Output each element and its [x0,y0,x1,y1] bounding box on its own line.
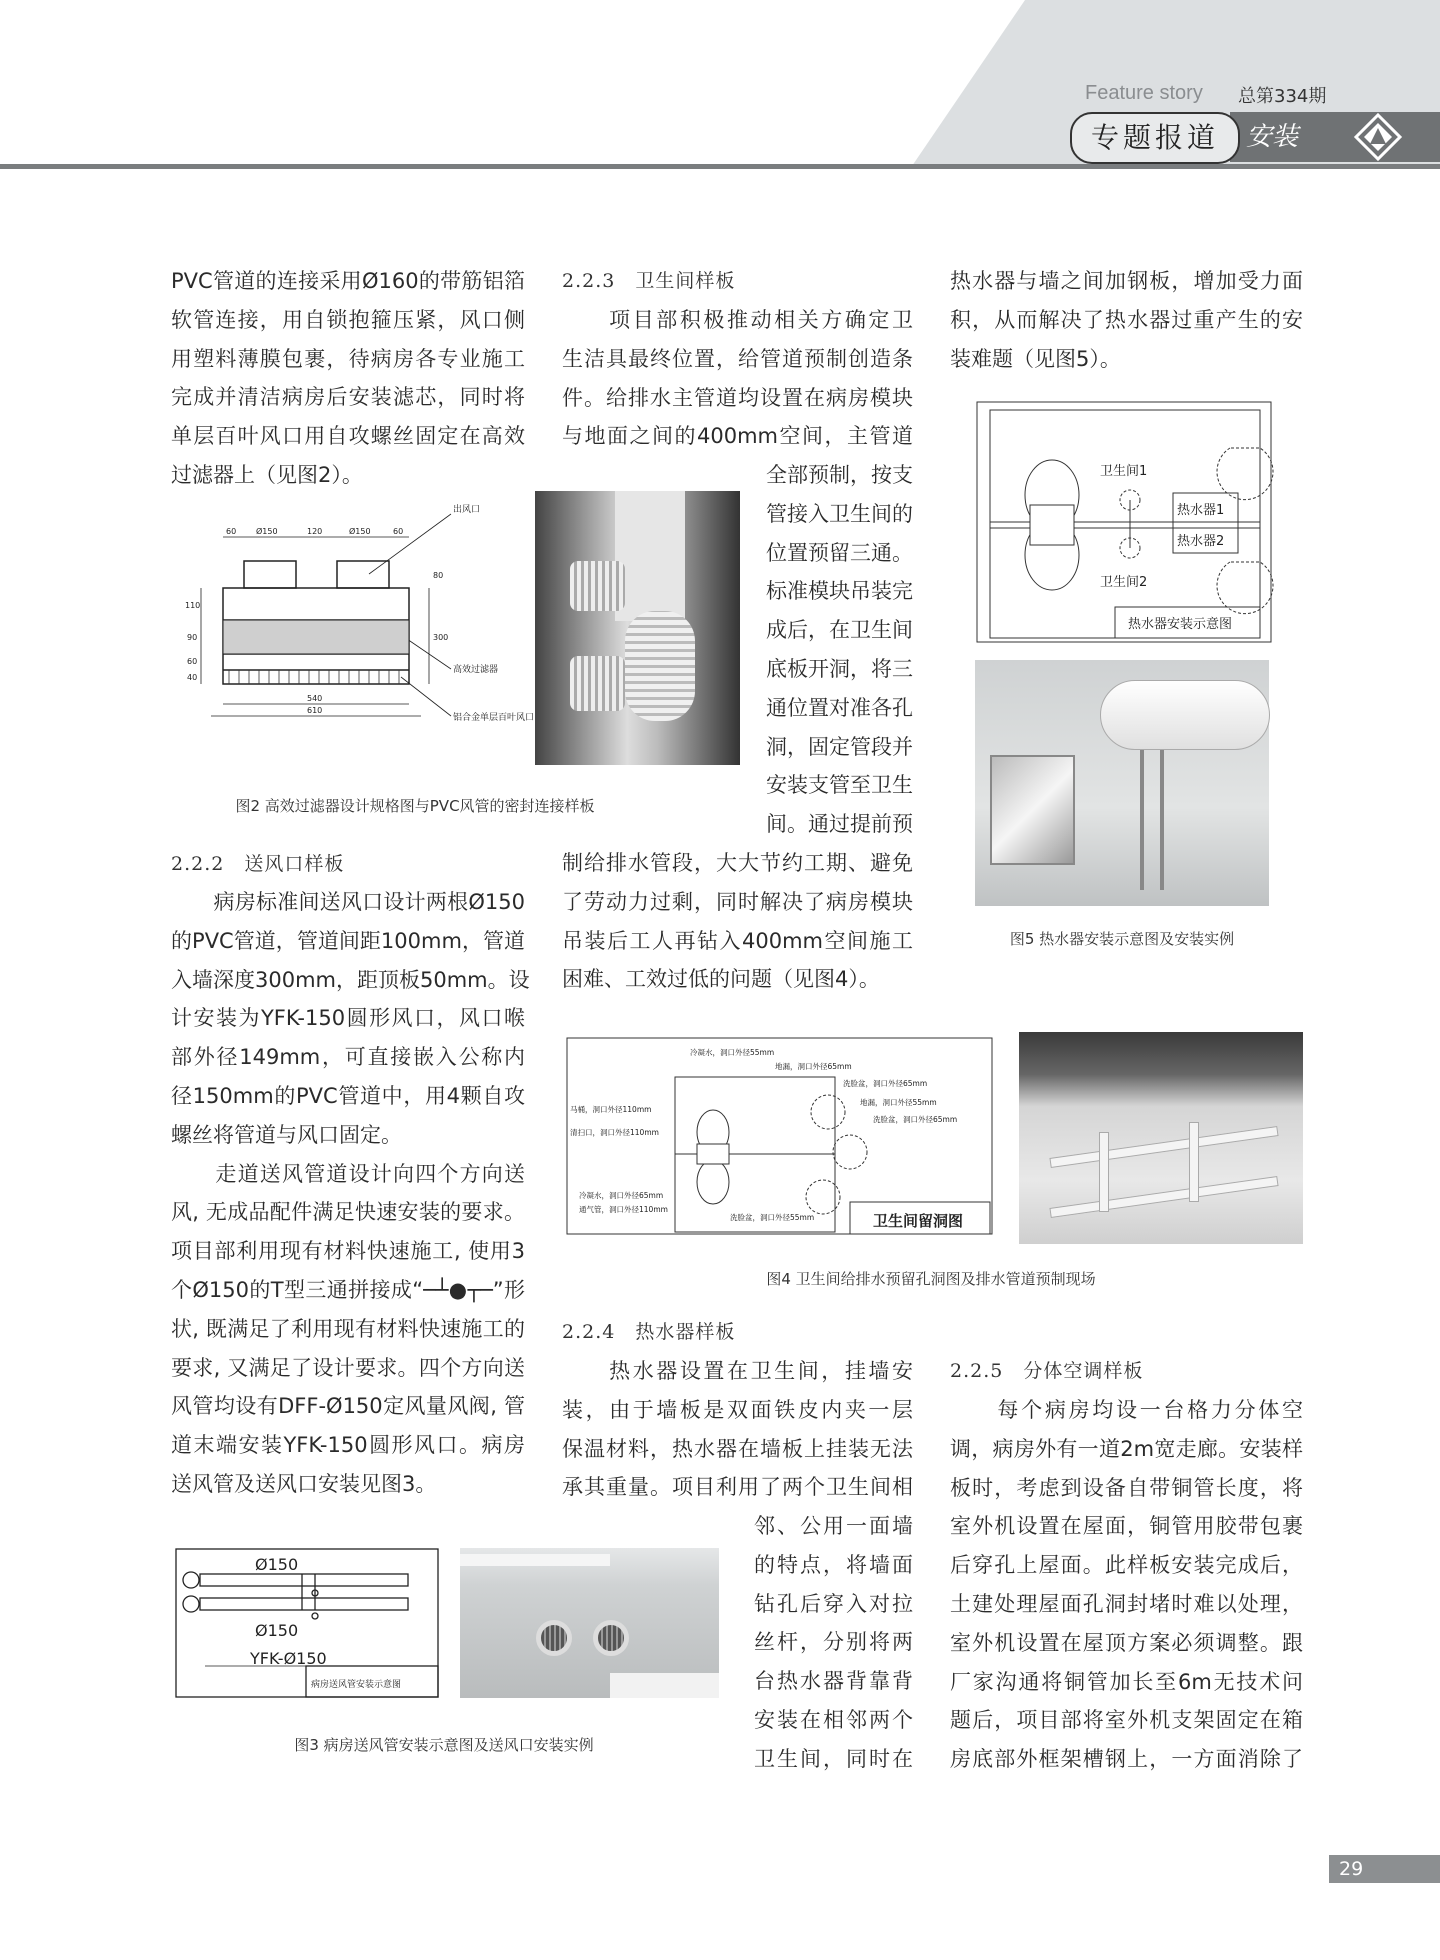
text-line: 丝杆，分别将两 [754,1630,913,1655]
text-line: 计安装为YFK-150圆形风口，风口喉 [171,1006,525,1031]
text-line: PVC管道的连接采用Ø160的带筋铝箔 [171,269,525,293]
column-3-para-1 [950,262,1303,378]
heading-2-2-4: 2.2.4 热水器样板 [562,1321,736,1343]
label-heater-title: 热水器安装示意图 [1128,617,1233,632]
label-heater2: 热水器2 [1177,534,1225,549]
fig4-diagram-title: 卫生间留洞图 [873,1212,964,1230]
text-line: 部外径149mm，可直接嵌入公称内 [171,1045,525,1070]
fig2-caption: 图2 高效过滤器设计规格图与PVC风管的密封连接样板 [235,797,595,815]
text-line: 完成并清洁病房后安装滤芯，同时将 [171,385,525,410]
text-line: 室外机设置在屋顶方案必须调整。跟 [950,1630,1303,1655]
dim-label: Ø150 [256,527,278,536]
text-line: 位置预留三通。 [766,540,913,565]
text-line: 全部预制，按支 [766,463,913,487]
text-line: 项目部积极推动相关方确定卫 [562,308,913,332]
text-line: 调，病房外有一道2m宽走廊。安装样 [950,1436,1303,1461]
issue-number: 总第334期 [1238,86,1327,107]
hole-label: 洗脸盆，洞口外径65mm [843,1079,928,1088]
text-line: 板时，考虑到设备自带铜管长度，将 [950,1475,1303,1500]
label-outlet: 出风口 [453,505,481,515]
section-title: 专题报道 [1070,112,1240,164]
hole-label: 地漏，洞口外径55mm [860,1098,937,1107]
text-line: 厂家沟通将铜管加长至6m无技术问 [950,1669,1303,1694]
text-line: 软管连接，用自锁抱箍压紧，风口侧 [171,307,525,332]
text-line: 风管均设有DFF-Ø150定风量风阀, 管 [171,1394,525,1419]
text-line: 房底部外框架槽钢上，一方面消除了 [950,1747,1303,1772]
text-line: 螺丝将管道与风口固定。 [171,1122,402,1147]
hole-label: 地漏，洞口外径65mm [775,1062,852,1071]
text-line: 标准模块吊装完 [766,579,913,604]
text-line: 的PVC管道，管道间距100mm，管道 [171,928,525,953]
dim-label: 120 [307,527,323,536]
text-line: 通位置对准各孔 [766,695,913,720]
text-line: 洞，固定管段并 [766,734,913,759]
hole-label: 冷凝水，洞口外径65mm [579,1191,664,1200]
text-line: 后穿孔上屋面。此样板安装完成后， [950,1553,1303,1578]
dim-label: 60 [393,527,404,536]
text-line: 制给排水管段，大大节约工期、避免 [562,851,913,875]
text-line: 个Ø150的T型三通拼接成“─┴●┬─”形 [171,1277,525,1302]
text-line: 吊装后工人再钻入400mm空间施工 [562,928,913,953]
fig5-heater-diagram [975,400,1273,644]
column-1-para-2 [171,883,530,1504]
column-2-para-1-narrow [766,456,913,844]
text-line: 入墙深度300mm，距顶板50mm。设 [171,967,530,992]
text-line: 安装支管至卫生 [766,773,913,798]
text-line: 台热水器背靠背 [754,1669,913,1694]
column-1-para-1 [171,262,525,495]
label-d150-top: Ø150 [255,1555,299,1574]
heading-2-2-3: 2.2.3 卫生间样板 [562,270,736,292]
text-line: 风, 无成品配件满足快速安装的要求。 [171,1200,525,1225]
page-number: 29 [1329,1855,1440,1883]
text-line: 项目部利用现有材料快速施工, 使用3 [171,1239,525,1264]
text-line: 件。给排水主管道均设置在病房模块 [562,385,913,410]
text-line: 卫生间，同时在 [754,1746,913,1771]
text-line: 成后，在卫生间 [766,618,913,643]
dim-label: 40 [187,673,198,682]
fig5-heater-photo [975,660,1269,906]
text-line: 道末端安装YFK-150圆形风口。病房 [171,1433,525,1458]
dim-label: 80 [433,571,444,580]
text-line: 间。通过提前预 [766,812,913,837]
label-d150-bottom: Ø150 [255,1621,299,1640]
text-line: 送风管及送风口安装见图3。 [171,1471,437,1496]
fig4-pipe-photo [1019,1032,1303,1244]
column-2-para-1-end [562,844,913,999]
text-line: 装难题（见图5）。 [950,346,1121,371]
text-line: 题后，项目部将室外机支架固定在箱 [950,1708,1303,1733]
hole-label: 冷凝水，洞口外径55mm [690,1048,775,1057]
fig5-caption: 图5 热水器安装示意图及安装实例 [1009,930,1235,948]
text-line: 与地面之间的400mm空间，主管道 [562,424,913,449]
magazine-logo-icon [1355,114,1401,160]
heading-2-2-5: 2.2.5 分体空调样板 [950,1360,1144,1382]
heading-2-2-2: 2.2.2 送风口样板 [171,853,345,875]
text-line: 热水器设置在卫生间，挂墙安 [562,1359,913,1383]
label-filter: 高效过滤器 [453,665,499,675]
text-line: 用塑料薄膜包裹，待病房各专业施工 [171,346,525,371]
fig3-duct-diagram [175,1548,440,1698]
text-line: 保温材料，热水器在墙板上挂装无法 [562,1436,913,1461]
text-line: 单层百叶风口用自攻螺丝固定在高效 [171,424,525,449]
fig2-duct-photo [535,491,740,765]
text-line: 状, 既满足了利用现有材料快速施工的 [171,1316,525,1341]
text-line: 安装在相邻两个 [754,1707,913,1732]
label-wc1: 卫生间1 [1100,464,1148,479]
label-louver: 铝合金单层百叶风口 [453,713,535,723]
dim-label: 300 [433,633,449,642]
text-line: 热水器与墙之间加钢板，增加受力面 [950,269,1303,293]
text-line: 邻、公用一面墙 [754,1514,913,1538]
fig4-plumbing-diagram [565,1032,996,1238]
text-line: 要求, 又满足了设计要求。四个方向送 [171,1355,525,1380]
dim-label: 90 [187,633,198,642]
dim-label: 110 [185,601,201,610]
column-2-para-1 [562,301,913,456]
label-yfk: YFK-Ø150 [250,1649,327,1668]
section-english: Feature story [1085,82,1203,104]
text-line: 室外机设置在屋面，铜管用胶带包裹 [950,1514,1303,1539]
text-line: 积，从而解决了热水器过重产生的安 [950,307,1303,332]
label-fig3-title: 病房送风管安装示意图 [311,1680,402,1690]
fig2-filter-diagram [171,494,535,764]
text-line: 底板开洞，将三 [766,656,913,681]
hole-label: 马桶，洞口外径110mm [570,1105,652,1114]
text-line: 钻孔后穿入对拉 [754,1591,913,1616]
text-line: 承其重量。项目利用了两个卫生间相 [562,1475,913,1500]
dim-label: 610 [307,706,323,715]
fig4-caption: 图4 卫生间给排水预留孔洞图及排水管道预制现场 [766,1270,1096,1288]
text-line: 管接入卫生间的 [766,501,913,526]
label-wc2: 卫生间2 [1100,575,1148,590]
text-line: 生洁具最终位置，给管道预制创造条 [562,346,913,371]
column-2-para-2 [562,1352,913,1507]
dim-label: 540 [307,694,323,703]
text-line: 病房标准间送风口设计两根Ø150 [171,890,525,914]
hole-label: 通气管，洞口外径110mm [579,1205,668,1214]
hole-label: 清扫口，洞口外径110mm [570,1128,659,1137]
text-line: 的特点，将墙面 [754,1552,913,1577]
brand-logo-text: 安装 [1246,122,1299,152]
text-line: 径150mm的PVC管道中，用4颗自攻 [171,1083,525,1108]
dim-label: 60 [226,527,237,536]
hole-label: 洗脸盆，洞口外径65mm [873,1115,958,1124]
label-heater1: 热水器1 [1177,503,1225,518]
text-line: 过滤器上（见图2）。 [171,462,363,487]
hole-label: 洗脸盆，洞口外径55mm [730,1213,815,1222]
column-2-para-2-narrow [754,1507,913,1779]
text-line: 装，由于墙板是双面铁皮内夹一层 [562,1397,913,1422]
text-line: 困难、工效过低的问题（见图4）。 [562,967,880,992]
text-line: 土建处理屋面孔洞封堵时难以处理， [950,1591,1303,1616]
fig3-caption: 图3 病房送风管安装示意图及送风口安装实例 [294,1736,594,1754]
dim-label: Ø150 [349,527,371,536]
fig3-vent-photo [460,1548,719,1698]
dim-label: 60 [187,657,198,666]
column-3-para-2 [950,1391,1303,1779]
text-line: 了劳动力过剩，同时解决了病房模块 [562,889,913,914]
text-line: 走道送风管道设计向四个方向送 [171,1161,525,1186]
text-line: 每个病房均设一台格力分体空 [950,1398,1303,1422]
header-rule [0,164,1440,169]
